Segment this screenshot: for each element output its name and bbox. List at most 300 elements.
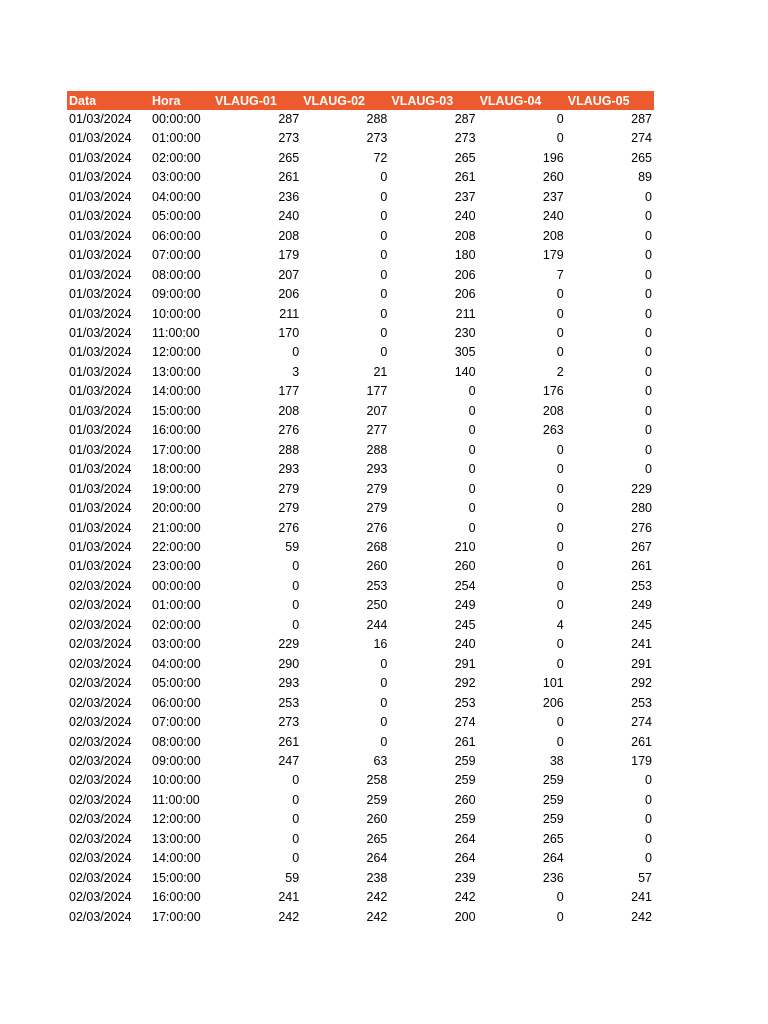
cell-data: 02/03/2024 [69, 695, 132, 710]
table-row [67, 674, 654, 693]
cell-vlaug-03: 0 [468, 501, 476, 516]
table-row [67, 363, 654, 382]
cell-data: 01/03/2024 [69, 559, 132, 574]
cell-vlaug-05: 241 [631, 637, 652, 652]
cell-data: 01/03/2024 [69, 112, 132, 126]
cell-vlaug-03: 259 [454, 812, 476, 827]
cell-vlaug-03: 305 [454, 345, 476, 360]
cell-vlaug-02: 0 [380, 189, 388, 204]
cell-vlaug-02: 273 [366, 131, 388, 146]
cell-vlaug-04: 0 [556, 520, 564, 535]
cell-vlaug-01: 276 [278, 520, 300, 535]
cell-hora: 04:00:00 [152, 656, 201, 671]
table-row [67, 168, 654, 187]
table-row [67, 908, 654, 927]
cell-vlaug-05: 179 [631, 753, 652, 768]
cell-vlaug-05: 274 [631, 715, 652, 730]
cell-vlaug-04: 264 [542, 851, 564, 866]
cell-vlaug-03: 259 [454, 773, 476, 788]
cell-hora: 01:00:00 [152, 598, 201, 613]
cell-vlaug-02: 258 [366, 773, 388, 788]
cell-vlaug-03: 0 [468, 442, 476, 457]
cell-vlaug-02: 207 [366, 403, 388, 418]
cell-vlaug-04: 0 [556, 909, 564, 924]
cell-data: 01/03/2024 [69, 345, 132, 360]
cell-vlaug-02: 63 [373, 753, 388, 768]
cell-vlaug-05: 242 [631, 909, 652, 924]
cell-vlaug-02: 250 [366, 598, 388, 613]
header-row [67, 91, 654, 110]
cell-vlaug-03: 0 [468, 462, 476, 477]
column-header-vlaug-02: VLAUG-02 [303, 93, 366, 108]
cell-data: 01/03/2024 [69, 364, 132, 379]
cell-vlaug-01: 279 [278, 501, 300, 516]
cell-vlaug-02: 0 [380, 715, 388, 730]
cell-hora: 16:00:00 [152, 890, 201, 905]
cell-hora: 02:00:00 [152, 617, 201, 632]
cell-hora: 17:00:00 [152, 909, 201, 924]
cell-hora: 12:00:00 [152, 812, 201, 827]
cell-vlaug-04: 2 [556, 364, 564, 379]
cell-data: 01/03/2024 [69, 442, 132, 457]
cell-vlaug-04: 0 [556, 287, 564, 302]
cell-vlaug-05: 0 [645, 209, 652, 224]
cell-vlaug-02: 276 [366, 520, 388, 535]
cell-data: 02/03/2024 [69, 792, 132, 807]
data-table [67, 91, 654, 927]
cell-vlaug-03: 264 [454, 831, 476, 846]
cell-vlaug-04: 240 [542, 209, 564, 224]
cell-vlaug-02: 0 [380, 325, 388, 340]
cell-vlaug-01: 3 [292, 364, 300, 379]
cell-vlaug-02: 264 [366, 851, 388, 866]
table-row [67, 227, 654, 246]
cell-vlaug-02: 0 [380, 695, 388, 710]
cell-hora: 21:00:00 [152, 520, 201, 535]
table-row [67, 752, 654, 771]
table-row [67, 849, 654, 868]
cell-data: 01/03/2024 [69, 248, 132, 263]
cell-vlaug-05: 0 [645, 384, 652, 399]
cell-vlaug-03: 261 [454, 734, 476, 749]
cell-vlaug-05: 292 [631, 676, 652, 691]
cell-vlaug-02: 16 [373, 637, 388, 652]
cell-vlaug-03: 287 [454, 112, 476, 126]
cell-vlaug-05: 253 [631, 695, 652, 710]
cell-vlaug-04: 0 [556, 462, 564, 477]
cell-vlaug-03: 0 [468, 520, 476, 535]
cell-vlaug-05: 0 [645, 442, 652, 457]
cell-vlaug-04: 0 [556, 306, 564, 321]
table-row [67, 129, 654, 148]
cell-data: 02/03/2024 [69, 890, 132, 905]
cell-vlaug-03: 264 [454, 851, 476, 866]
cell-vlaug-04: 7 [556, 267, 564, 282]
cell-vlaug-04: 263 [542, 423, 564, 438]
cell-vlaug-02: 288 [366, 112, 388, 126]
cell-vlaug-01: 279 [278, 481, 300, 496]
cell-vlaug-01: 211 [279, 306, 300, 321]
cell-vlaug-04: 0 [556, 481, 564, 496]
cell-hora: 18:00:00 [152, 462, 201, 477]
cell-vlaug-04: 0 [556, 501, 564, 516]
cell-vlaug-01: 290 [278, 656, 300, 671]
cell-vlaug-02: 259 [366, 792, 388, 807]
cell-data: 01/03/2024 [69, 403, 132, 418]
cell-data: 01/03/2024 [69, 481, 132, 496]
cell-vlaug-02: 288 [366, 442, 388, 457]
cell-vlaug-03: 253 [454, 695, 476, 710]
cell-data: 02/03/2024 [69, 734, 132, 749]
cell-vlaug-03: 292 [454, 676, 476, 691]
cell-vlaug-02: 0 [380, 306, 388, 321]
cell-vlaug-02: 253 [366, 578, 388, 593]
cell-vlaug-02: 0 [380, 345, 388, 360]
cell-vlaug-05: 0 [645, 423, 652, 438]
cell-hora: 15:00:00 [152, 870, 201, 885]
table-row [67, 421, 654, 440]
cell-vlaug-05: 0 [645, 792, 652, 807]
cell-vlaug-03: 206 [454, 267, 476, 282]
cell-vlaug-04: 0 [556, 442, 564, 457]
cell-data: 02/03/2024 [69, 812, 132, 827]
cell-data: 01/03/2024 [69, 325, 132, 340]
cell-vlaug-01: 177 [278, 384, 300, 399]
cell-vlaug-02: 0 [380, 267, 388, 282]
table-header [67, 91, 654, 110]
cell-vlaug-05: 245 [631, 617, 652, 632]
table-row [67, 499, 654, 518]
cell-hora: 16:00:00 [152, 423, 201, 438]
cell-vlaug-05: 0 [645, 403, 652, 418]
cell-hora: 11:00:00 [152, 792, 200, 807]
cell-vlaug-03: 180 [454, 248, 476, 263]
cell-vlaug-04: 208 [542, 228, 564, 243]
cell-vlaug-01: 293 [278, 676, 300, 691]
cell-data: 01/03/2024 [69, 423, 132, 438]
cell-vlaug-03: 0 [468, 384, 476, 399]
cell-vlaug-02: 0 [380, 656, 388, 671]
table-body [67, 110, 654, 927]
cell-data: 02/03/2024 [69, 753, 132, 768]
cell-vlaug-04: 176 [542, 384, 564, 399]
cell-vlaug-02: 0 [380, 170, 388, 185]
table-row [67, 343, 654, 362]
cell-vlaug-04: 0 [556, 131, 564, 146]
cell-vlaug-01: 247 [278, 753, 300, 768]
cell-vlaug-01: 236 [278, 189, 300, 204]
cell-hora: 03:00:00 [152, 170, 201, 185]
cell-data: 02/03/2024 [69, 870, 132, 885]
table-row [67, 188, 654, 207]
cell-vlaug-01: 0 [292, 812, 300, 827]
cell-vlaug-03: 210 [454, 539, 476, 554]
cell-vlaug-05: 0 [645, 189, 652, 204]
cell-hora: 20:00:00 [152, 501, 201, 516]
cell-vlaug-01: 0 [292, 831, 300, 846]
cell-vlaug-03: 140 [454, 364, 476, 379]
cell-vlaug-02: 0 [380, 734, 388, 749]
cell-vlaug-01: 0 [292, 345, 300, 360]
cell-vlaug-02: 0 [380, 248, 388, 263]
cell-vlaug-02: 238 [366, 870, 388, 885]
cell-data: 01/03/2024 [69, 170, 132, 185]
cell-vlaug-01: 261 [278, 734, 300, 749]
cell-vlaug-05: 57 [638, 870, 652, 885]
cell-vlaug-02: 244 [366, 617, 388, 632]
cell-vlaug-05: 0 [645, 228, 652, 243]
cell-vlaug-01: 288 [278, 442, 300, 457]
cell-data: 02/03/2024 [69, 676, 132, 691]
table-row [67, 441, 654, 460]
cell-data: 02/03/2024 [69, 656, 132, 671]
cell-vlaug-04: 0 [556, 734, 564, 749]
cell-hora: 13:00:00 [152, 364, 201, 379]
table-row [67, 830, 654, 849]
cell-vlaug-01: 0 [292, 773, 300, 788]
cell-hora: 00:00:00 [152, 578, 201, 593]
cell-vlaug-01: 273 [278, 715, 300, 730]
cell-vlaug-05: 241 [631, 890, 652, 905]
cell-hora: 19:00:00 [152, 481, 201, 496]
cell-vlaug-04: 236 [542, 870, 564, 885]
column-header-vlaug-04: VLAUG-04 [479, 93, 542, 108]
cell-vlaug-03: 242 [454, 890, 476, 905]
cell-vlaug-01: 242 [278, 909, 300, 924]
cell-hora: 14:00:00 [152, 384, 201, 399]
cell-data: 02/03/2024 [69, 578, 132, 593]
cell-vlaug-04: 0 [556, 715, 564, 730]
cell-data: 01/03/2024 [69, 189, 132, 204]
cell-hora: 17:00:00 [152, 442, 201, 457]
cell-vlaug-04: 179 [542, 248, 564, 263]
cell-data: 01/03/2024 [69, 150, 132, 165]
cell-hora: 11:00:00 [152, 325, 200, 340]
table-row [67, 655, 654, 674]
table-row [67, 149, 654, 168]
cell-vlaug-03: 0 [468, 481, 476, 496]
cell-vlaug-01: 179 [278, 248, 300, 263]
cell-vlaug-02: 177 [366, 384, 388, 399]
table-row [67, 324, 654, 343]
cell-vlaug-01: 208 [278, 228, 300, 243]
cell-hora: 06:00:00 [152, 695, 201, 710]
cell-data: 01/03/2024 [69, 209, 132, 224]
cell-vlaug-02: 277 [366, 423, 388, 438]
cell-vlaug-03: 208 [454, 228, 476, 243]
cell-vlaug-05: 265 [631, 150, 652, 165]
cell-vlaug-05: 280 [631, 501, 652, 516]
cell-vlaug-01: 0 [292, 559, 300, 574]
cell-data: 02/03/2024 [69, 851, 132, 866]
cell-vlaug-01: 207 [278, 267, 300, 282]
cell-vlaug-03: 240 [454, 637, 476, 652]
cell-hora: 15:00:00 [152, 403, 201, 418]
cell-hora: 13:00:00 [152, 831, 201, 846]
cell-vlaug-01: 253 [278, 695, 300, 710]
cell-hora: 03:00:00 [152, 637, 201, 652]
cell-data: 02/03/2024 [69, 909, 132, 924]
cell-data: 01/03/2024 [69, 131, 132, 146]
cell-vlaug-05: 261 [631, 734, 652, 749]
cell-hora: 08:00:00 [152, 267, 201, 282]
cell-hora: 10:00:00 [152, 306, 201, 321]
cell-vlaug-05: 0 [645, 248, 652, 263]
table-row [67, 519, 654, 538]
cell-vlaug-05: 0 [645, 325, 652, 340]
cell-vlaug-01: 265 [278, 150, 300, 165]
table-row [67, 460, 654, 479]
cell-data: 01/03/2024 [69, 462, 132, 477]
cell-vlaug-04: 101 [542, 676, 564, 691]
cell-vlaug-05: 229 [631, 481, 652, 496]
cell-vlaug-02: 242 [366, 909, 388, 924]
cell-vlaug-05: 267 [631, 539, 652, 554]
cell-data: 02/03/2024 [69, 773, 132, 788]
cell-vlaug-04: 259 [542, 812, 564, 827]
cell-vlaug-04: 0 [556, 890, 564, 905]
cell-data: 01/03/2024 [69, 520, 132, 535]
cell-vlaug-05: 261 [631, 559, 652, 574]
cell-vlaug-01: 240 [278, 209, 300, 224]
cell-data: 02/03/2024 [69, 598, 132, 613]
cell-vlaug-05: 0 [645, 345, 652, 360]
cell-hora: 08:00:00 [152, 734, 201, 749]
cell-hora: 01:00:00 [152, 131, 201, 146]
cell-vlaug-03: 273 [454, 131, 476, 146]
cell-vlaug-04: 0 [556, 656, 564, 671]
cell-vlaug-03: 259 [454, 753, 476, 768]
cell-vlaug-04: 0 [556, 345, 564, 360]
cell-vlaug-03: 260 [454, 792, 476, 807]
column-header-vlaug-05: VLAUG-05 [567, 93, 630, 108]
cell-vlaug-03: 239 [454, 870, 476, 885]
cell-hora: 09:00:00 [152, 753, 201, 768]
cell-vlaug-04: 0 [556, 578, 564, 593]
cell-hora: 05:00:00 [152, 676, 201, 691]
cell-vlaug-05: 276 [631, 520, 652, 535]
table-row [67, 110, 654, 129]
cell-vlaug-01: 241 [278, 890, 300, 905]
table-row [67, 596, 654, 615]
table-row [67, 402, 654, 421]
cell-vlaug-05: 0 [645, 851, 652, 866]
cell-vlaug-04: 0 [556, 539, 564, 554]
table-row [67, 713, 654, 732]
table-row [67, 266, 654, 285]
cell-vlaug-05: 0 [645, 831, 652, 846]
cell-vlaug-05: 291 [631, 656, 652, 671]
cell-data: 01/03/2024 [69, 267, 132, 282]
cell-vlaug-03: 261 [454, 170, 476, 185]
cell-vlaug-02: 293 [366, 462, 388, 477]
cell-vlaug-02: 242 [366, 890, 388, 905]
cell-hora: 07:00:00 [152, 248, 201, 263]
cell-vlaug-04: 265 [542, 831, 564, 846]
cell-vlaug-04: 0 [556, 112, 564, 126]
cell-vlaug-03: 237 [454, 189, 476, 204]
cell-vlaug-04: 260 [542, 170, 564, 185]
cell-vlaug-03: 274 [454, 715, 476, 730]
cell-vlaug-01: 276 [278, 423, 300, 438]
cell-vlaug-03: 0 [468, 423, 476, 438]
table-row [67, 694, 654, 713]
table-row [67, 557, 654, 576]
table-row [67, 635, 654, 654]
cell-vlaug-02: 279 [366, 481, 388, 496]
cell-vlaug-03: 230 [454, 325, 476, 340]
cell-vlaug-02: 265 [366, 831, 388, 846]
cell-vlaug-02: 260 [366, 812, 388, 827]
cell-vlaug-01: 59 [285, 870, 300, 885]
cell-data: 01/03/2024 [69, 287, 132, 302]
cell-hora: 10:00:00 [152, 773, 201, 788]
cell-vlaug-05: 89 [638, 170, 652, 185]
table-row [67, 382, 654, 401]
cell-vlaug-04: 4 [556, 617, 564, 632]
cell-vlaug-05: 0 [645, 364, 652, 379]
cell-vlaug-04: 0 [556, 637, 564, 652]
cell-vlaug-04: 38 [549, 753, 564, 768]
cell-vlaug-04: 206 [542, 695, 564, 710]
cell-vlaug-05: 0 [645, 267, 652, 282]
cell-vlaug-05: 0 [645, 287, 652, 302]
cell-vlaug-01: 229 [278, 637, 300, 652]
column-header-vlaug-03: VLAUG-03 [391, 93, 454, 108]
table-row [67, 888, 654, 907]
table-row [67, 305, 654, 324]
cell-vlaug-03: 211 [455, 306, 476, 321]
cell-vlaug-05: 287 [631, 112, 652, 126]
table-row [67, 538, 654, 557]
column-header-data: Data [69, 93, 97, 108]
cell-vlaug-04: 0 [556, 559, 564, 574]
spreadsheet [67, 91, 654, 927]
cell-hora: 04:00:00 [152, 189, 201, 204]
cell-vlaug-01: 208 [278, 403, 300, 418]
cell-hora: 12:00:00 [152, 345, 201, 360]
cell-vlaug-02: 21 [373, 364, 388, 379]
cell-vlaug-05: 253 [631, 578, 652, 593]
cell-data: 02/03/2024 [69, 637, 132, 652]
cell-vlaug-02: 0 [380, 676, 388, 691]
cell-vlaug-05: 0 [645, 773, 652, 788]
cell-vlaug-01: 0 [292, 617, 300, 632]
cell-vlaug-04: 196 [542, 150, 564, 165]
cell-vlaug-04: 259 [542, 792, 564, 807]
cell-vlaug-03: 265 [454, 150, 476, 165]
cell-hora: 22:00:00 [152, 539, 201, 554]
cell-data: 02/03/2024 [69, 715, 132, 730]
cell-vlaug-01: 0 [292, 598, 300, 613]
cell-vlaug-05: 274 [631, 131, 652, 146]
cell-data: 01/03/2024 [69, 501, 132, 516]
cell-vlaug-01: 273 [278, 131, 300, 146]
cell-vlaug-01: 287 [278, 112, 300, 126]
cell-vlaug-04: 0 [556, 598, 564, 613]
cell-vlaug-03: 254 [454, 578, 476, 593]
cell-vlaug-05: 0 [645, 306, 652, 321]
cell-vlaug-05: 0 [645, 812, 652, 827]
cell-hora: 06:00:00 [152, 228, 201, 243]
table-row [67, 810, 654, 829]
cell-vlaug-02: 0 [380, 287, 388, 302]
cell-hora: 14:00:00 [152, 851, 201, 866]
cell-vlaug-02: 260 [366, 559, 388, 574]
cell-vlaug-04: 237 [542, 189, 564, 204]
table-row [67, 480, 654, 499]
cell-vlaug-02: 72 [373, 150, 388, 165]
